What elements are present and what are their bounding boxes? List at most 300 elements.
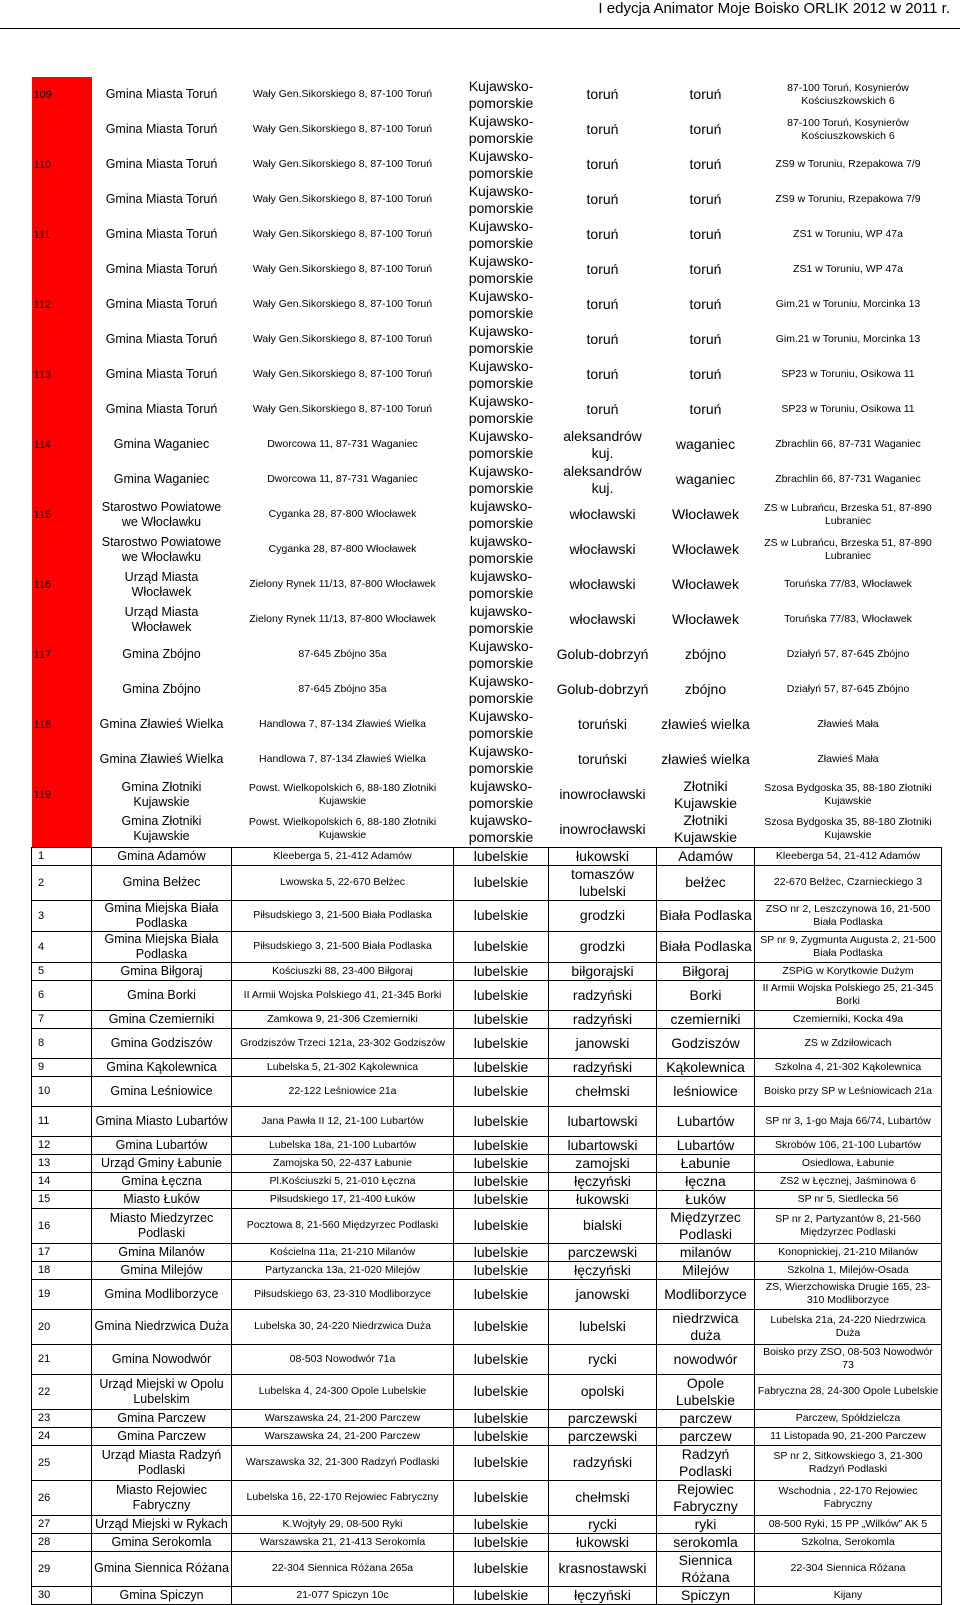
location-cell: SP nr 5, Siedlecka 56 [755,1190,942,1208]
entity-cell: Gmina Kąkolewnica [92,1058,232,1076]
lp-cell: 117 [32,637,92,672]
voivodeship-cell: lubelskie [454,847,549,865]
commune-cell: Włocławek [672,541,739,557]
location-cell: 87-100 Toruń, Kosynierów Kościuszkowskich 6 [787,81,909,107]
address-cell: Wały Gen.Sikorskiego 8, 87-100 Toruń [252,298,433,310]
table-row [32,707,942,742]
address-cell: Wały Gen.Sikorskiego 8, 87-100 Toruń [252,403,433,415]
address-cell: 21-077 Spiczyn 10c [232,1586,454,1604]
entity-cell: Gmina Miejska Biała Podlaska [92,900,232,931]
lp-cell: 7 [32,1010,92,1028]
commune-cell: waganiec [675,471,736,487]
table-row [32,1243,942,1261]
voivodeship-cell: lubelskie [454,1533,549,1551]
voivodeship-cell: kujawsko-pomorskie [468,497,534,531]
entity-cell: Gmina Milanów [92,1243,232,1261]
commune-cell: Włocławek [672,506,739,522]
lp-cell: 16 [32,1208,92,1243]
address-cell: II Armii Wojska Polskiego 41, 21-345 Borki [232,980,454,1010]
voivodeship-cell: lubelskie [454,1243,549,1261]
voivodeship-cell: Kujawsko-pomorskie [468,357,534,391]
lp-cell: 112 [32,287,92,322]
entity-cell: Gmina Waganiec [113,437,210,451]
county-cell: janowski [549,1279,657,1309]
lp-cell [32,322,92,357]
location-cell: Boisko przy SP w Leśniowicach 21a [755,1076,942,1106]
location-cell: Boisko przy ZSO, 08-503 Nowodwór 73 [755,1344,942,1374]
commune-cell: toruń [689,261,722,277]
location-cell: Wschodnia , 22-170 Rejowiec Fabryczny [755,1480,942,1515]
address-cell: Wały Gen.Sikorskiego 8, 87-100 Toruń [252,123,433,135]
header-rule [0,28,960,29]
entity-cell: Gmina Miasta Toruń [105,402,218,416]
location-cell: SP nr 2, Sitkowskiego 3, 21-300 Radzyń Podlaski [755,1445,942,1480]
voivodeship-cell: lubelskie [454,1028,549,1058]
voivodeship-cell: Kujawsko-pomorskie [468,672,534,706]
entity-cell: Urząd Miasta Radzyń Podlaski [92,1445,232,1480]
commune-cell: Rejowiec Fabryczny [657,1480,755,1515]
entity-cell: Gmina Zbójno [122,682,201,696]
lp-cell: 20 [32,1309,92,1344]
lp-cell [32,182,92,217]
county-cell: grodzki [549,900,657,931]
location-cell: Kijany [755,1586,942,1604]
commune-cell: zbójno [684,646,727,662]
county-cell: toruń [586,156,619,172]
commune-cell: Łabunie [657,1154,755,1172]
address-cell: 87-645 Zbójno 35a [298,683,387,695]
lp-cell: 6 [32,980,92,1010]
location-cell: 87-100 Toruń, Kosynierów Kościuszkowskich 6 [787,116,909,142]
commune-cell: zławieś wielka [661,716,750,732]
location-cell: Zławieś Mała [817,753,879,765]
entity-cell: Gmina Miasta Toruń [105,262,218,276]
entity-cell: Gmina Zławieś Wielka [99,717,224,731]
voivodeship-cell: Kujawsko-pomorskie [468,147,534,181]
lp-cell: 5 [32,962,92,980]
entity-cell: Gmina Złotniki Kujawskie [121,814,202,844]
commune-cell: Opole Lubelskie [657,1374,755,1409]
county-cell: radzyński [549,1445,657,1480]
address-cell: Kościuszki 88, 23-400 Biłgoraj [232,962,454,980]
table-row [32,812,942,847]
address-cell: Zamojska 50, 22-437 Łabunie [232,1154,454,1172]
table-row [32,392,942,427]
lp-cell: 2 [32,865,92,900]
location-cell: SP23 w Toruniu, Osikowa 11 [781,403,915,415]
location-cell: Szkolna 1, Milejów-Osada [755,1261,942,1279]
table-row [32,672,942,707]
table-row [32,1076,942,1106]
address-cell: Kościelna 11a, 21-210 Milanów [232,1243,454,1261]
commune-cell: Lubartów [657,1136,755,1154]
lp-cell: 116 [32,567,92,602]
voivodeship-cell: Kujawsko-pomorskie [468,742,534,776]
address-cell: Lubelska 18a, 21-100 Lubartów [232,1136,454,1154]
address-cell: Piłsudskiego 3, 21-500 Biała Podlaska [232,931,454,962]
address-cell: Partyzancka 13a, 21-020 Milejów [232,1261,454,1279]
lp-cell [32,672,92,707]
voivodeship-cell: lubelskie [454,1154,549,1172]
location-cell: Szosa Bydgoska 35, 88-180 Złotniki Kujawskie [764,816,932,842]
location-cell: 22-304 Siennica Różana [755,1551,942,1586]
location-cell: SP nr 9, Zygmunta Augusta 2, 21-500 Biała Podlaska [755,931,942,962]
voivodeship-cell: Kujawsko-pomorskie [468,637,534,671]
entity-cell: Miasto Łuków [92,1190,232,1208]
commune-cell: czemierniki [657,1010,755,1028]
county-cell: włocławski [569,576,636,592]
entity-cell: Gmina Adamów [92,847,232,865]
commune-cell: milanów [657,1243,755,1261]
voivodeship-cell: lubelskie [454,1136,549,1154]
entity-cell: Urząd Miasta Włocławek [124,604,199,634]
county-cell: toruń [586,261,619,277]
county-cell: Golub-dobrzyń [556,681,649,697]
table-row [32,147,942,182]
entity-cell: Starostwo Powiatowe we Włocławku [101,534,222,564]
address-cell: Pl.Kościuszki 5, 21-010 Łęczna [232,1172,454,1190]
location-cell: Działyń 57, 87-645 Zbójno [786,683,910,695]
voivodeship-cell: lubelskie [454,1106,549,1136]
entity-cell: Gmina Miasta Toruń [105,122,218,136]
county-cell: bialski [549,1208,657,1243]
voivodeship-cell: lubelskie [454,1309,549,1344]
entity-cell: Miasto Rejowiec Fabryczny [92,1480,232,1515]
address-cell: Grodziszów Trzeci 121a, 23-302 Godziszów [232,1028,454,1058]
location-cell: ZS, Wierzchowiska Drugie 165, 23-310 Modliborzyce [755,1279,942,1309]
location-cell: ZS9 w Toruniu, Rzepakowa 7/9 [775,158,921,170]
commune-cell: ryki [657,1515,755,1533]
commune-cell: zławieś wielka [661,751,750,767]
entity-cell: Gmina Miasta Toruń [105,157,218,171]
table-row [32,462,942,497]
county-cell: łęczyński [549,1172,657,1190]
table-row [32,1058,942,1076]
location-cell: Szkolna, Serokomla [755,1533,942,1551]
address-cell: Warszawska 32, 21-300 Radzyń Podlaski [232,1445,454,1480]
table-row [32,980,942,1010]
entity-cell: Gmina Miasto Lubartów [92,1106,232,1136]
commune-cell: Biała Podlaska [657,900,755,931]
location-cell: Czemierniki, Kocka 49a [755,1010,942,1028]
lp-cell: 24 [32,1427,92,1445]
lp-cell: 3 [32,900,92,931]
address-cell: Wały Gen.Sikorskiego 8, 87-100 Toruń [252,368,433,380]
lp-cell: 110 [32,147,92,182]
entity-cell: Gmina Biłgoraj [92,962,232,980]
county-cell: toruń [586,401,619,417]
voivodeship-cell: Kujawsko-pomorskie [468,77,534,111]
voivodeship-cell: lubelskie [454,1515,549,1533]
location-cell: Toruńska 77/83, Włocławek [784,613,912,625]
lp-cell: 26 [32,1480,92,1515]
county-cell: toruński [577,751,628,767]
county-cell: toruń [586,121,619,137]
entity-cell: Gmina Spiczyn [92,1586,232,1604]
entity-cell: Gmina Miasta Toruń [105,87,218,101]
county-cell: włocławski [569,541,636,557]
address-cell: Handlowa 7, 87-134 Zławieś Wielka [259,718,426,730]
table-row [32,1533,942,1551]
voivodeship-cell: Kujawsko-pomorskie [468,707,534,741]
address-cell: Wały Gen.Sikorskiego 8, 87-100 Toruń [252,333,433,345]
lp-cell: 4 [32,931,92,962]
entity-cell: Gmina Czemierniki [92,1010,232,1028]
address-cell: Zielony Rynek 11/13, 87-800 Włocławek [249,578,436,590]
location-cell: Parczew, Spółdzielcza [755,1409,942,1427]
commune-cell: toruń [689,86,722,102]
voivodeship-cell: lubelskie [454,962,549,980]
entity-cell: Gmina Lubartów [92,1136,232,1154]
voivodeship-cell: lubelskie [454,1058,549,1076]
commune-cell: Włocławek [672,576,739,592]
address-cell: Lubelska 16, 22-170 Rejowiec Fabryczny [232,1480,454,1515]
entity-cell: Gmina Miasta Toruń [105,332,218,346]
county-cell: parczewski [549,1409,657,1427]
table-row [32,931,942,962]
voivodeship-cell: lubelskie [454,900,549,931]
entity-cell: Gmina Miejska Biała Podlaska [92,931,232,962]
lp-cell: 9 [32,1058,92,1076]
entity-cell: Gmina Parczew [92,1427,232,1445]
lp-cell: 11 [32,1106,92,1136]
address-cell: Wały Gen.Sikorskiego 8, 87-100 Toruń [252,88,433,100]
county-cell: łukowski [549,1533,657,1551]
location-cell: Szosa Bydgoska 35, 88-180 Złotniki Kujawskie [764,781,932,807]
address-cell: Lubelska 5, 21-302 Kąkolewnica [232,1058,454,1076]
address-cell: Powst. Wielkopolskich 6, 88-180 Złotniki Kujawskie [248,781,437,807]
county-cell: toruń [586,191,619,207]
table-row [32,1480,942,1515]
address-cell: 22-304 Siennica Różana 265a [232,1551,454,1586]
table-row [32,962,942,980]
table-row [32,497,942,532]
commune-cell: Biała Podlaska [657,931,755,962]
commune-cell: Radzyń Podlaski [657,1445,755,1480]
location-cell: ZS1 w Toruniu, WP 47a [793,228,903,240]
commune-cell: serokomla [657,1533,755,1551]
address-cell: Powst. Wielkopolskich 6, 88-180 Złotniki Kujawskie [248,816,437,842]
commune-cell: niedrzwica duża [657,1309,755,1344]
commune-cell: Borki [657,980,755,1010]
voivodeship-cell: kujawsko-pomorskie [468,532,534,566]
lp-cell [32,742,92,777]
commune-cell: toruń [689,366,722,382]
address-cell: Kleeberga 5, 21-412 Adamów [232,847,454,865]
table-row [32,900,942,931]
address-cell: Warszawska 21, 21-413 Serokomla [232,1533,454,1551]
lp-cell: 1 [32,847,92,865]
county-cell: toruń [586,331,619,347]
location-cell: Gim.21 w Toruniu, Morcinka 13 [775,333,921,345]
location-cell: ZS w Zdziłowicach [755,1028,942,1058]
address-cell: Handlowa 7, 87-134 Zławieś Wielka [259,753,426,765]
address-cell: Lubelska 4, 24-300 Opole Lubelskie [232,1374,454,1409]
address-cell: Wały Gen.Sikorskiego 8, 87-100 Toruń [252,228,433,240]
entity-cell: Urząd Gminy Łabunie [92,1154,232,1172]
lp-cell: 27 [32,1515,92,1533]
address-cell: Dworcowa 11, 87-731 Waganiec [267,473,418,485]
lp-cell: 22 [32,1374,92,1409]
table-row [32,1427,942,1445]
table-row [32,567,942,602]
commune-cell: bełżec [657,865,755,900]
entity-cell: Gmina Milejów [92,1261,232,1279]
lp-cell: 23 [32,1409,92,1427]
county-cell: łukowski [549,1190,657,1208]
commune-cell: nowodwór [657,1344,755,1374]
entity-cell: Miasto Miedzyrzec Podlaski [92,1208,232,1243]
county-cell: toruń [586,366,619,382]
entity-cell: Gmina Leśniowice [92,1076,232,1106]
table-row [32,1154,942,1172]
address-cell: Jana Pawła II 12, 21-100 Lubartów [232,1106,454,1136]
voivodeship-cell: lubelskie [454,1172,549,1190]
entity-cell: Gmina Złotniki Kujawskie [121,779,202,809]
commune-cell: Kąkolewnica [657,1058,755,1076]
county-cell: toruński [577,716,628,732]
address-cell: 08-503 Nowodwór 71a [232,1344,454,1374]
voivodeship-cell: lubelskie [454,931,549,962]
table-row [32,1586,942,1604]
location-cell: 08-500 Ryki, 15 PP „Wilków” AK 5 [755,1515,942,1533]
location-cell: Toruńska 77/83, Włocławek [784,578,912,590]
voivodeship-cell: Kujawsko-pomorskie [468,112,534,146]
voivodeship-cell: lubelskie [454,1427,549,1445]
table-row [32,252,942,287]
county-cell: toruń [586,226,619,242]
commune-cell: Modliborzyce [657,1279,755,1309]
county-cell: opolski [549,1374,657,1409]
location-cell: ZS2 w Łęcznej, Jaśminowa 6 [755,1172,942,1190]
address-cell: Piłsudskiego 3, 21-500 Biała Podlaska [232,900,454,931]
county-cell: łęczyński [549,1586,657,1604]
table-row [32,1136,942,1154]
voivodeship-cell: lubelskie [454,1586,549,1604]
table-row [32,427,942,462]
voivodeship-cell: kujawsko-pomorskie [468,602,534,636]
table-row [32,112,942,147]
voivodeship-cell: lubelskie [454,1190,549,1208]
location-cell: SP nr 2, Partyzantów 8, 21-560 Międzyrzec Podlaski [755,1208,942,1243]
location-cell: Zławieś Mała [817,718,879,730]
commune-cell: Siennica Różana [657,1551,755,1586]
address-cell: Piłsudskiego 63, 23-310 Modliborzyce [232,1279,454,1309]
commune-cell: Złotniki Kujawskie [673,812,738,846]
table-row [32,1309,942,1344]
voivodeship-cell: Kujawsko-pomorskie [468,287,534,321]
table-row [32,742,942,777]
entity-cell: Gmina Miasta Toruń [105,367,218,381]
location-cell: Kleeberga 54, 21-412 Adamów [755,847,942,865]
voivodeship-cell: kujawsko-pomorskie [468,812,534,846]
entity-cell: Gmina Siennica Różana [92,1551,232,1586]
voivodeship-cell: lubelskie [454,980,549,1010]
entity-cell: Gmina Modliborzyce [92,1279,232,1309]
voivodeship-cell: lubelskie [454,1076,549,1106]
lp-cell: 12 [32,1136,92,1154]
address-cell: Lubelska 30, 24-220 Niedrzwica Duża [232,1309,454,1344]
lp-cell: 111 [32,217,92,252]
county-cell: aleksandrów kuj. [563,427,642,461]
location-cell: Fabryczna 28, 24-300 Opole Lubelskie [755,1374,942,1409]
lp-cell: 10 [32,1076,92,1106]
table-row [32,637,942,672]
address-cell: Piłsudskiego 17, 21-400 Łuków [232,1190,454,1208]
commune-cell: Godziszów [657,1028,755,1058]
commune-cell: zbójno [684,681,727,697]
commune-cell: Biłgoraj [657,962,755,980]
voivodeship-cell: lubelskie [454,1374,549,1409]
lp-cell: 18 [32,1261,92,1279]
commune-cell: toruń [689,296,722,312]
table-row [32,777,942,812]
table-row [32,357,942,392]
lp-cell: 118 [32,707,92,742]
voivodeship-cell: lubelskie [454,1010,549,1028]
location-cell: ZS9 w Toruniu, Rzepakowa 7/9 [775,193,921,205]
table-row [32,1010,942,1028]
commune-cell: waganiec [675,436,736,452]
entity-cell: Gmina Miasta Toruń [105,192,218,206]
address-cell: Cyganka 28, 87-800 Włocławek [268,543,417,555]
table-row [32,1279,942,1309]
entity-cell: Gmina Łęczna [92,1172,232,1190]
county-cell: parczewski [549,1243,657,1261]
address-cell: Pocztowa 8, 21-560 Międzyrzec Podlaski [232,1208,454,1243]
commune-cell: toruń [689,226,722,242]
lp-cell: 15 [32,1190,92,1208]
voivodeship-cell: Kujawsko-pomorskie [468,322,534,356]
voivodeship-cell: lubelskie [454,1480,549,1515]
lp-cell [32,112,92,147]
lp-cell [32,532,92,567]
location-cell: Lubelska 21a, 24-220 Niedrzwica Duża [755,1309,942,1344]
voivodeship-cell: lubelskie [454,1208,549,1243]
entity-cell: Gmina Bełżec [92,865,232,900]
location-cell: II Armii Wojska Polskiego 25, 21-345 Borki [755,980,942,1010]
lp-cell: 119 [32,777,92,812]
table-body [32,77,942,1604]
address-cell: Zielony Rynek 11/13, 87-800 Włocławek [249,613,436,625]
lp-cell: 28 [32,1533,92,1551]
commune-cell: Włocławek [672,611,739,627]
lp-cell: 114 [32,427,92,462]
lp-cell: 30 [32,1586,92,1604]
entity-cell: Urząd Miejski w Rykach [92,1515,232,1533]
address-cell: K.Wojtyły 29, 08-500 Ryki [232,1515,454,1533]
address-cell: Zamkowa 9, 21-306 Czemierniki [232,1010,454,1028]
county-cell: lubartowski [549,1106,657,1136]
table-row [32,1172,942,1190]
county-cell: radzyński [549,980,657,1010]
lp-cell: 25 [32,1445,92,1480]
commune-cell: Łuków [657,1190,755,1208]
voivodeship-cell: Kujawsko-pomorskie [468,392,534,426]
voivodeship-cell: lubelskie [454,1445,549,1480]
table-row [32,1551,942,1586]
county-cell: tomaszów lubelski [549,865,657,900]
voivodeship-cell: lubelskie [454,1409,549,1427]
county-cell: radzyński [549,1010,657,1028]
table-row [32,182,942,217]
location-cell: Gim.21 w Toruniu, Morcinka 13 [775,298,921,310]
address-cell: Warszawska 24, 21-200 Parczew [232,1427,454,1445]
voivodeship-cell: Kujawsko-pomorskie [468,217,534,251]
lp-cell: 21 [32,1344,92,1374]
county-cell: aleksandrów kuj. [563,462,642,496]
county-cell: łęczyński [549,1261,657,1279]
